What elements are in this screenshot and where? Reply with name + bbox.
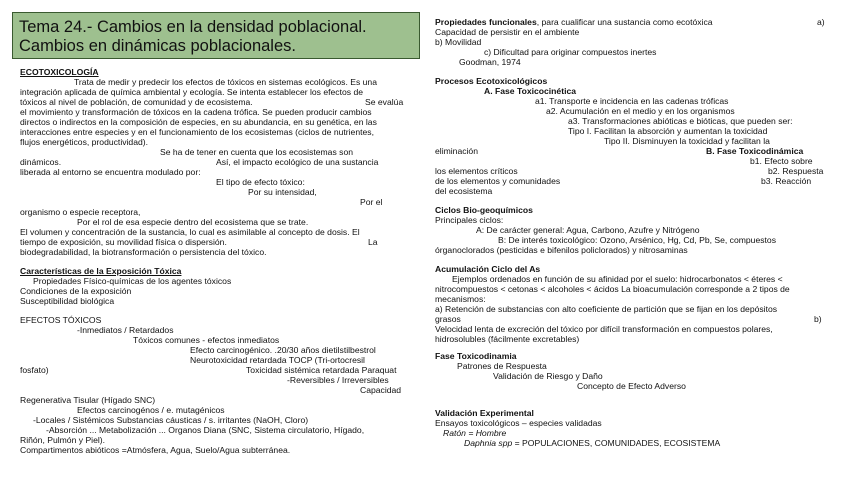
- procesos-line: b2. Respuesta: [768, 166, 824, 176]
- paragraph-line: integración aplicada de química ambiental y ecología. Se intenta establecer los efectos de: [20, 87, 364, 97]
- fase-toxicocinetica: A. Fase Toxicocinética: [484, 86, 577, 96]
- efectos-line: -Absorción ... Metabolización ... Organos Diana (SNC, Sistema circulatorio, Hígado,: [46, 425, 365, 435]
- procesos-line: los elementos críticos: [435, 166, 518, 176]
- paragraph-line: Por el rol de esa especie dentro del ecosistema que se trate.: [77, 217, 309, 227]
- efectos-line: Toxicidad sistémica retardada Paraquat: [246, 365, 397, 375]
- item-marker: a): [817, 17, 825, 27]
- procesos-line: Tipo II. Disminuyen la toxicidad y facilitan la: [604, 136, 770, 146]
- validacion-line: Ratón = Hombre: [443, 428, 507, 438]
- acumulacion-line: a) Retención de substancias con alto coeficiente de partición que se fijan en los depósitos: [435, 304, 778, 314]
- daphnia-species: Daphnia spp: [464, 438, 513, 448]
- paragraph-line: tóxicos al nivel de población, de comunidad y de ecosistema.: [20, 97, 253, 107]
- ciclos-line: órganoclorados (pesticidas e bifenilos policlorados) y nitrosaminas: [435, 245, 688, 255]
- toxicodinamia-line: Validación de Riesgo y Daño: [493, 371, 603, 381]
- paragraph-line: liberada al entorno se encuentra modulado por:: [20, 167, 201, 177]
- efectos-line: Compartimentos abióticos =Atmósfera, Agua, Suelo/Agua subterránea.: [20, 445, 291, 455]
- toxicodinamia-heading: Fase Toxicodinamia: [435, 351, 517, 361]
- paragraph-line: Se evalúa: [365, 97, 404, 107]
- propiedades-line: [435, 17, 713, 27]
- title-line-1: Tema 24.- Cambios en la densidad poblacional.: [19, 18, 367, 36]
- ciclos-line: Principales ciclos:: [435, 215, 504, 225]
- daphnia-equivalence: = POPULACIONES, COMUNIDADES, ECOSISTEMA: [512, 438, 721, 448]
- efectos-line: -Inmediatos / Retardados: [77, 325, 174, 335]
- paragraph-line: directos o indirectos en la composición de especies, en su abundancia, en su genética, en las: [20, 117, 377, 127]
- paragraph-line: Por su intensidad,: [248, 187, 317, 197]
- ciclos-line: B: De interés toxicológico: Ozono, Arsénico, Hg, Cd, Pb, Se, compuestos: [498, 235, 776, 245]
- list-item: Condiciones de la exposición: [20, 286, 132, 296]
- paragraph-line: flujos energéticos, productividad).: [20, 137, 149, 147]
- propiedades-line: Capacidad de persistir en el ambiente: [435, 27, 580, 37]
- paragraph-line: organismo o especie receptora,: [20, 207, 141, 217]
- paragraph-line: el movimiento y transformación de tóxicos en la cadena trófica. Se pueden producir cambios: [20, 107, 372, 117]
- validacion-line: Ensayos toxicológicos – especies validadas: [435, 418, 602, 428]
- efectos-line: Regenerativa Tisular (Hígado SNC): [20, 395, 156, 405]
- paragraph-line: Se ha de tener en cuenta que los ecosistemas son: [160, 147, 354, 157]
- efectos-line: Capacidad: [360, 385, 402, 395]
- propiedades-line: c) Dificultad para originar compuestos inertes: [484, 47, 657, 57]
- efectos-line: fosfato): [20, 365, 49, 375]
- propiedades-heading: Propiedades funcionales: [435, 17, 537, 27]
- propiedades-rest: , para cualificar una sustancia como ecotóxica: [536, 17, 713, 27]
- acumulacion-line: Ejemplos ordenados en función de su afinidad por el suelo: hidrocarbonatos < éteres <: [452, 274, 783, 284]
- acumulacion-line: grasos: [435, 314, 461, 324]
- efectos-line: -Reversibles / Irreversibles: [287, 375, 389, 385]
- efectos-line: Riñón, Pulmón y Piel).: [20, 435, 106, 445]
- paragraph-line: dinámicos.: [20, 157, 62, 167]
- procesos-line: Tipo I. Facilitan la absorción y aumentan la toxicidad: [568, 126, 768, 136]
- ciclos-line: A: De carácter general: Agua, Carbono, Azufre y Nitrógeno: [476, 225, 700, 235]
- paragraph-line: Trata de medir y predecir los efectos de tóxicos en sistemas ecológicos. Es una: [74, 77, 377, 87]
- title-box: [12, 12, 420, 59]
- procesos-heading: Procesos Ecotoxicológicos: [435, 76, 548, 86]
- efectos-line: -Locales / Sistémicos Substancias cáusticas / s. irritantes (NaOH, Cloro): [33, 415, 309, 425]
- procesos-line: a3. Transformaciones abióticas e bióticas, que pueden ser:: [568, 116, 793, 126]
- acumulacion-line: nitrocompuestos < cetonas < alcoholes < ácidos La bioacumulación corresponde a 2 tipos de: [435, 284, 790, 294]
- validacion-line: [464, 438, 720, 448]
- procesos-line: b3. Reacción: [761, 176, 812, 186]
- paragraph-line: El volumen y concentración de la sustancia, lo cual es asimilable al concepto de dosis. El: [20, 227, 360, 237]
- fase-toxicodinamica: B. Fase Toxicodinámica: [706, 146, 804, 156]
- paragraph-line: interacciones entre especies y en el funcionamiento de los ecosistemas (ciclos de nutrientes,: [20, 127, 374, 137]
- acumulacion-line: mecanismos:: [435, 294, 486, 304]
- acumulacion-heading: Acumulación Ciclo del As: [435, 264, 541, 274]
- validacion-heading: Validación Experimental: [435, 408, 534, 418]
- paragraph-line: biodegradabilidad, la biotransformación o persistencia del tóxico.: [20, 247, 267, 257]
- efectos-line: Neurotoxicidad retardada TOCP (Tri-ortocresil: [190, 355, 365, 365]
- ecotoxicologia-heading: ECOTOXICOLOGÍA: [20, 67, 99, 77]
- list-item: Susceptibilidad biológica: [20, 296, 115, 306]
- propiedades-line: b) Movilidad: [435, 37, 482, 47]
- procesos-line: de los elementos y comunidades: [435, 176, 561, 186]
- ciclos-heading: Ciclos Bio-geoquímicos: [435, 205, 533, 215]
- title-line-2: Cambios en dinámicas poblacionales.: [19, 37, 296, 55]
- acumulacion-line: Velocidad lenta de excreción del tóxico por difícil transformación en compuestos polares,: [435, 324, 773, 334]
- toxicodinamia-line: Concepto de Efecto Adverso: [577, 381, 686, 391]
- procesos-line: a1. Transporte e incidencia en las cadenas tróficas: [535, 96, 729, 106]
- procesos-line: a2. Acumulación en el medio y en los organismos: [546, 106, 735, 116]
- procesos-line: del ecosistema: [435, 186, 493, 196]
- toxicodinamia-line: Patrones de Respuesta: [457, 361, 547, 371]
- paragraph-line: Así, el impacto ecológico de una sustancia: [216, 157, 379, 167]
- paragraph-line: El tipo de efecto tóxico:: [216, 177, 305, 187]
- acumulacion-line: hidrosolubles (fácilmente excretables): [435, 334, 580, 344]
- list-item: Propiedades Físico-químicas de los agentes tóxicos: [33, 276, 232, 286]
- paragraph-line: tiempo de exposición, su movilidad física o dispersión.: [20, 237, 227, 247]
- efectos-line: Tóxicos comunes - efectos inmediatos: [133, 335, 280, 345]
- procesos-line: b1. Efecto sobre: [750, 156, 813, 166]
- procesos-line: eliminación: [435, 146, 478, 156]
- paragraph-line: La: [368, 237, 378, 247]
- caracteristicas-heading: Características de la Exposición Tóxica: [20, 266, 182, 276]
- item-marker: b): [814, 314, 822, 324]
- efectos-line: Efecto carcinogénico. .20/30 años dietilstilbestrol: [190, 345, 376, 355]
- efectos-heading: EFECTOS TÓXICOS: [20, 315, 102, 325]
- efectos-line: Efectos carcinogénos / e. mutagénicos: [77, 405, 225, 415]
- citation: Goodman, 1974: [459, 57, 521, 67]
- paragraph-line: Por el: [360, 197, 383, 207]
